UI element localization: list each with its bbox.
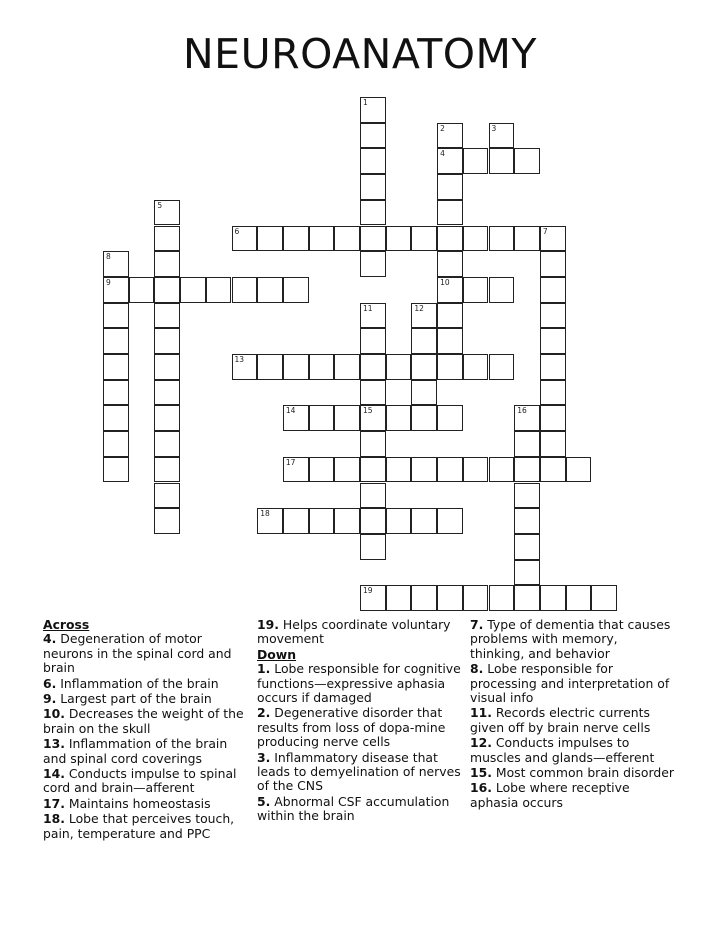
- grid-cell[interactable]: [360, 97, 386, 123]
- grid-cell[interactable]: [360, 457, 386, 483]
- grid-cell[interactable]: [437, 174, 463, 200]
- grid-cell[interactable]: [514, 483, 540, 509]
- grid-cell[interactable]: [489, 277, 515, 303]
- grid-cell[interactable]: [566, 457, 592, 483]
- clue-text: Lobe where receptive aphasia occurs: [470, 780, 630, 810]
- grid-cell[interactable]: [103, 251, 129, 277]
- grid-cell[interactable]: [334, 405, 360, 431]
- clue-number: 1.: [257, 661, 271, 677]
- grid-cell[interactable]: [154, 483, 180, 509]
- clue-number: 10.: [43, 706, 65, 722]
- grid-cell[interactable]: [514, 405, 540, 431]
- grid-cell[interactable]: [437, 303, 463, 329]
- clue-text: Lobe responsible for cognitive functions—expressive aphasia occurs if damaged: [257, 661, 461, 706]
- grid-cell[interactable]: [257, 226, 283, 252]
- clue-item: [43, 767, 253, 796]
- clue-item: [470, 662, 675, 705]
- cell-number: 19: [363, 586, 373, 596]
- grid-cell[interactable]: [437, 277, 463, 303]
- clue-item: [43, 812, 253, 841]
- grid-cell[interactable]: [154, 226, 180, 252]
- grid-cell[interactable]: [514, 560, 540, 586]
- cell-number: 6: [234, 226, 240, 236]
- clue-text: Degenerative disorder that results from loss of dopa-mine producing nerve cells: [257, 705, 446, 750]
- clue-text: Degeneration of motor neurons in the spinal cord and brain: [43, 631, 232, 676]
- grid-cell[interactable]: [360, 226, 386, 252]
- grid-cell[interactable]: [360, 508, 386, 534]
- down-header: Down: [257, 646, 297, 662]
- clue-text: Lobe responsible for processing and interpretation of visual info: [470, 661, 670, 706]
- grid-cell[interactable]: [437, 148, 463, 174]
- grid-cell[interactable]: [437, 200, 463, 226]
- grid-cell[interactable]: [360, 483, 386, 509]
- grid-cell[interactable]: [154, 380, 180, 406]
- grid-cell[interactable]: [360, 251, 386, 277]
- grid-cell[interactable]: [103, 405, 129, 431]
- grid-cell[interactable]: [437, 585, 463, 611]
- grid-cell[interactable]: [411, 328, 437, 354]
- grid-cell[interactable]: [154, 508, 180, 534]
- cell-number: 1: [363, 98, 368, 107]
- grid-cell[interactable]: [334, 508, 360, 534]
- grid-cell[interactable]: [514, 508, 540, 534]
- grid-cell[interactable]: [463, 457, 489, 483]
- clue-item: [257, 751, 462, 794]
- grid-cell[interactable]: [232, 277, 258, 303]
- clue-text: Decreases the weight of the brain on the skull: [43, 706, 244, 736]
- clue-item: [470, 618, 675, 661]
- clue-number: 15.: [470, 765, 492, 781]
- cell-number: 7: [542, 226, 548, 236]
- grid-cell[interactable]: [540, 251, 566, 277]
- grid-cell[interactable]: [437, 123, 463, 149]
- grid-cell[interactable]: [334, 354, 360, 380]
- grid-cell[interactable]: [154, 405, 180, 431]
- clue-item: [43, 797, 253, 811]
- grid-cell[interactable]: [566, 585, 592, 611]
- clue-item: [257, 706, 462, 749]
- grid-cell[interactable]: [386, 585, 412, 611]
- clues-column-2: [257, 618, 462, 825]
- cell-number: 14: [285, 406, 296, 416]
- grid-cell[interactable]: [489, 585, 515, 611]
- grid-cell[interactable]: [514, 534, 540, 560]
- grid-cell[interactable]: [411, 508, 437, 534]
- grid-cell[interactable]: [411, 457, 437, 483]
- grid-cell[interactable]: [309, 354, 335, 380]
- clue-item: [470, 736, 675, 765]
- clue-number: 9.: [43, 691, 57, 707]
- grid-cell[interactable]: [411, 380, 437, 406]
- grid-cell[interactable]: [154, 277, 180, 303]
- grid-cell[interactable]: [540, 431, 566, 457]
- clue-number: 14.: [43, 766, 65, 782]
- cell-number: 12: [414, 303, 424, 313]
- clue-text: Most common brain disorder: [491, 765, 674, 781]
- clue-text: Inflammation of the brain and spinal cord coverings: [43, 736, 228, 766]
- grid-cell[interactable]: [103, 457, 129, 483]
- grid-cell[interactable]: [334, 457, 360, 483]
- clue-item: [257, 795, 462, 824]
- clue-item: [43, 632, 253, 675]
- clue-number: 5.: [257, 793, 271, 809]
- grid-cell[interactable]: [360, 123, 386, 149]
- clue-text: Abnormal CSF accumulation within the brain: [257, 793, 450, 824]
- grid-cell[interactable]: [540, 303, 566, 329]
- clue-text: Maintains homeostasis: [64, 795, 211, 811]
- clue-item: [257, 618, 462, 647]
- clue-number: 11.: [470, 705, 492, 721]
- clues-column-3: [470, 618, 675, 811]
- cell-number: 10: [440, 277, 450, 287]
- clue-item: [43, 737, 253, 766]
- grid-cell[interactable]: [540, 457, 566, 483]
- grid-cell[interactable]: [360, 534, 386, 560]
- grid-cell[interactable]: [437, 405, 463, 431]
- grid-cell[interactable]: [283, 508, 309, 534]
- grid-cell[interactable]: [360, 585, 386, 611]
- grid-cell[interactable]: [411, 226, 437, 252]
- grid-cell[interactable]: [463, 585, 489, 611]
- grid-cell[interactable]: [540, 380, 566, 406]
- grid-cell[interactable]: [489, 457, 515, 483]
- clue-number: 4.: [43, 631, 57, 647]
- grid-cell[interactable]: [514, 431, 540, 457]
- grid-cell[interactable]: [103, 431, 129, 457]
- clue-text: Lobe that perceives touch, pain, temperature and PPC: [43, 811, 235, 841]
- cell-number: 4: [440, 149, 445, 159]
- clue-item: [470, 781, 675, 810]
- clue-item: [43, 707, 253, 736]
- grid-cell[interactable]: [360, 405, 386, 431]
- clue-number: 16.: [470, 780, 492, 796]
- grid-cell[interactable]: [154, 457, 180, 483]
- clue-item: [257, 662, 462, 705]
- grid-cell[interactable]: [154, 354, 180, 380]
- cell-number: 5: [157, 200, 163, 210]
- clue-number: 3.: [257, 749, 271, 765]
- grid-cell[interactable]: [360, 431, 386, 457]
- grid-cell[interactable]: [514, 457, 540, 483]
- grid-cell[interactable]: [386, 457, 412, 483]
- grid-cell[interactable]: [489, 148, 515, 174]
- clue-item: [470, 766, 675, 780]
- grid-cell[interactable]: [257, 277, 283, 303]
- cell-number: 16: [517, 406, 527, 416]
- grid-cell[interactable]: [437, 328, 463, 354]
- across-header: Across: [43, 617, 90, 632]
- grid-cell[interactable]: [103, 328, 129, 354]
- cell-number: 11: [363, 303, 373, 313]
- clue-text: Conducts impulses to muscles and glands—efferent: [470, 735, 655, 765]
- grid-cell[interactable]: [489, 354, 515, 380]
- grid-cell[interactable]: [309, 226, 335, 252]
- clue-item: [470, 706, 675, 735]
- grid-cell[interactable]: [283, 405, 309, 431]
- clue-number: 8.: [470, 661, 484, 677]
- grid-cell[interactable]: [154, 200, 180, 226]
- grid-cell[interactable]: [489, 226, 515, 252]
- clue-number: 17.: [43, 795, 65, 811]
- grid-cell[interactable]: [360, 200, 386, 226]
- grid-cell[interactable]: [283, 226, 309, 252]
- grid-cell[interactable]: [540, 585, 566, 611]
- grid-cell[interactable]: [514, 226, 540, 252]
- clue-item: [43, 692, 253, 706]
- cell-number: 8: [106, 252, 111, 262]
- grid-cell[interactable]: [540, 277, 566, 303]
- grid-cell[interactable]: [386, 405, 412, 431]
- clue-number: 2.: [257, 705, 271, 721]
- grid-cell[interactable]: [283, 457, 309, 483]
- grid-cell[interactable]: [360, 380, 386, 406]
- grid-cell[interactable]: [489, 123, 515, 149]
- grid-cell[interactable]: [411, 303, 437, 329]
- grid-cell[interactable]: [154, 431, 180, 457]
- grid-cell[interactable]: [309, 405, 335, 431]
- grid-cell[interactable]: [232, 226, 258, 252]
- grid-cell[interactable]: [437, 226, 463, 252]
- grid-cell[interactable]: [540, 226, 566, 252]
- clue-text: Records electric currents given off by brain nerve cells: [470, 705, 651, 735]
- clue-number: 6.: [43, 675, 57, 691]
- clues-column-1: [43, 618, 253, 842]
- clue-text: Inflammatory disease that leads to demyelination of nerves of the CNS: [257, 749, 461, 794]
- grid-cell[interactable]: [514, 148, 540, 174]
- clue-number: 19.: [257, 617, 279, 632]
- grid-cell[interactable]: [283, 277, 309, 303]
- grid-cell[interactable]: [411, 354, 437, 380]
- grid-cell[interactable]: [360, 148, 386, 174]
- grid-cell[interactable]: [463, 148, 489, 174]
- grid-cell[interactable]: [437, 457, 463, 483]
- cell-number: 17: [285, 457, 296, 467]
- grid-cell[interactable]: [103, 380, 129, 406]
- cell-number: 3: [491, 123, 497, 133]
- grid-cell[interactable]: [283, 354, 309, 380]
- grid-cell[interactable]: [360, 354, 386, 380]
- grid-cell[interactable]: [411, 585, 437, 611]
- grid-cell[interactable]: [309, 457, 335, 483]
- grid-cell[interactable]: [386, 226, 412, 252]
- grid-cell[interactable]: [360, 328, 386, 354]
- grid-cell[interactable]: [437, 251, 463, 277]
- cell-number: 9: [106, 277, 111, 287]
- grid-cell[interactable]: [386, 508, 412, 534]
- grid-cell[interactable]: [540, 354, 566, 380]
- grid-cell[interactable]: [129, 277, 155, 303]
- grid-cell[interactable]: [386, 354, 412, 380]
- grid-cell[interactable]: [309, 508, 335, 534]
- grid-cell[interactable]: [180, 277, 206, 303]
- grid-cell[interactable]: [463, 277, 489, 303]
- clue-text: Helps coordinate voluntary movement: [257, 617, 451, 647]
- grid-cell[interactable]: [103, 354, 129, 380]
- grid-cell[interactable]: [437, 354, 463, 380]
- grid-cell[interactable]: [154, 251, 180, 277]
- grid-cell[interactable]: [540, 405, 566, 431]
- grid-cell[interactable]: [437, 508, 463, 534]
- grid-cell[interactable]: [360, 174, 386, 200]
- grid-cell[interactable]: [103, 277, 129, 303]
- cell-number: 2: [440, 123, 445, 133]
- grid-cell[interactable]: [232, 354, 258, 380]
- grid-cell[interactable]: [334, 226, 360, 252]
- grid-cell[interactable]: [257, 354, 283, 380]
- grid-cell[interactable]: [360, 303, 386, 329]
- clue-text: Type of dementia that causes problems with memory, thinking, and behavior: [470, 617, 671, 661]
- grid-cell[interactable]: [154, 328, 180, 354]
- grid-cell[interactable]: [463, 226, 489, 252]
- puzzle-title: NEUROANATOMY: [183, 30, 537, 78]
- clue-number: 7.: [470, 617, 484, 632]
- grid-cell[interactable]: [540, 328, 566, 354]
- clue-item: [43, 677, 253, 691]
- clue-text: Largest part of the brain: [56, 691, 212, 707]
- cell-number: 15: [363, 406, 373, 416]
- clue-number: 18.: [43, 811, 65, 827]
- cell-number: 13: [234, 355, 245, 364]
- grid-cell[interactable]: [154, 303, 180, 329]
- grid-cell[interactable]: [206, 277, 232, 303]
- cell-number: 18: [260, 509, 270, 519]
- grid-cell[interactable]: [463, 354, 489, 380]
- clue-text: Inflammation of the brain: [56, 675, 219, 691]
- grid-cell[interactable]: [103, 303, 129, 329]
- clue-number: 13.: [43, 736, 65, 752]
- grid-cell[interactable]: [591, 585, 617, 611]
- clue-text: Conducts impulse to spinal cord and brain—afferent: [43, 766, 237, 796]
- clue-number: 12.: [470, 735, 492, 751]
- grid-cell[interactable]: [411, 405, 437, 431]
- grid-cell[interactable]: [514, 585, 540, 611]
- grid-cell[interactable]: [257, 508, 283, 534]
